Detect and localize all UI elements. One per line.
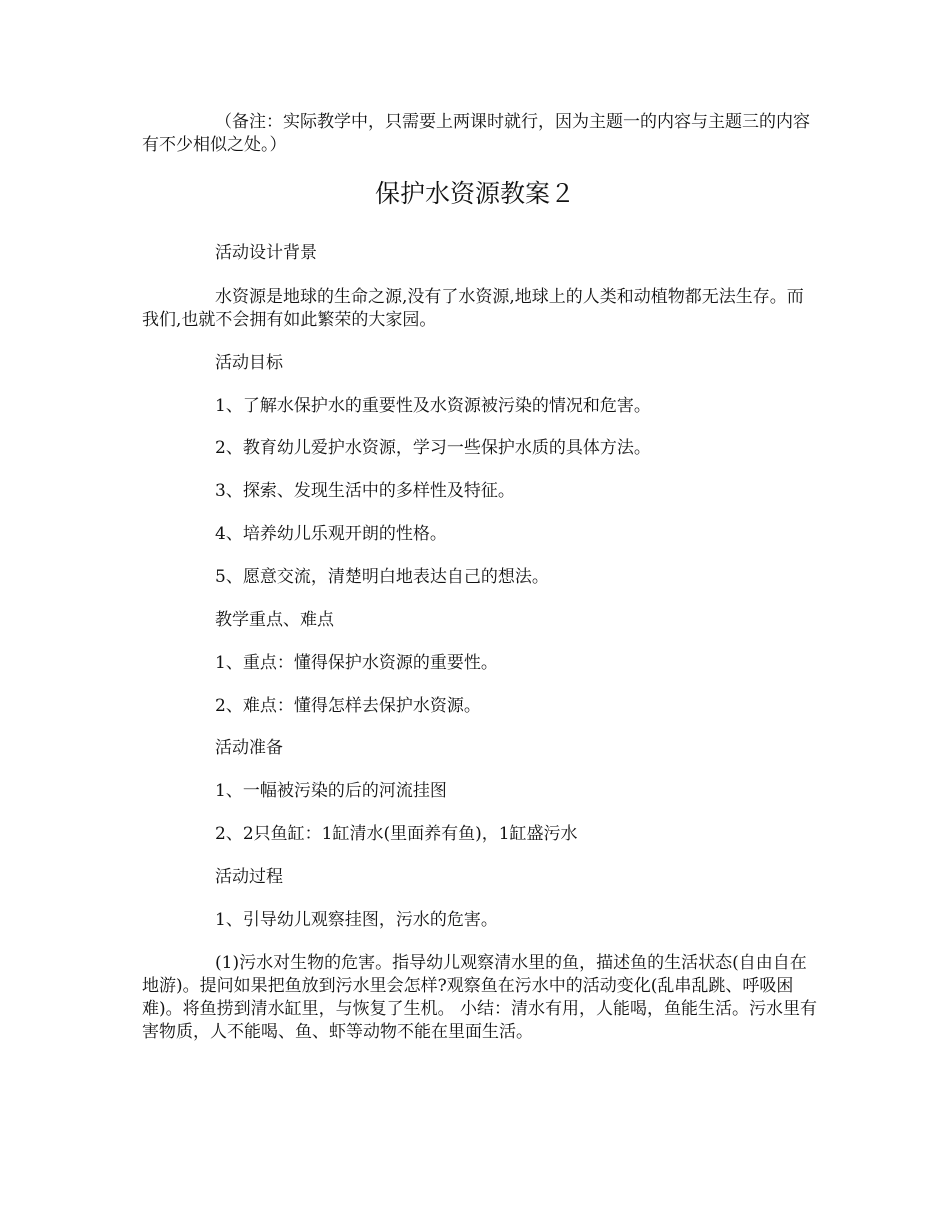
preparation-item-1: 1、一幅被污染的后的河流挂图 (215, 781, 447, 801)
preparation-item-2: 2、2只鱼缸：1缸清水(里面养有鱼)，1缸盛污水 (215, 824, 578, 844)
process-detail-paragraph: (1)污水对生物的危害。指导幼儿观察清水里的鱼，描述鱼的生活状态(自由自在地游)。提问如果把鱼放到污水里会怎样?观察鱼在污水中的活动变化(乱串乱跳、呼吸困难)。将鱼捞到清水缸里，与恢复了生机。 小结：清水有用，人能喝，鱼能生活。污水里有害物质，人不能喝、鱼、虾等动物不能在里面生活。 (142, 953, 818, 1042)
goal-item-2: 2、教育幼儿爱护水资源，学习一些保护水质的具体方法。 (215, 438, 651, 458)
process-item-1: 1、引导幼儿观察挂图，污水的危害。 (215, 910, 498, 930)
section-heading-process: 活动过程 (215, 867, 283, 887)
goal-item-1: 1、了解水保护水的重要性及水资源被污染的情况和危害。 (215, 396, 651, 416)
section-heading-background: 活动设计背景 (215, 243, 317, 263)
key-point-item-1: 1、重点：懂得保护水资源的重要性。 (215, 653, 498, 673)
goal-item-4: 4、培养幼儿乐观开朗的性格。 (215, 524, 447, 544)
section-heading-preparation: 活动准备 (215, 738, 283, 758)
section-heading-goals: 活动目标 (215, 353, 283, 373)
goal-item-3: 3、探索、发现生活中的多样性及特征。 (215, 481, 515, 501)
key-point-item-2: 2、难点：懂得怎样去保护水资源。 (215, 696, 481, 716)
note-paragraph: （备注：实际教学中，只需要上两课时就行，因为主题一的内容与主题三的内容有不少相似之处。） (142, 112, 810, 155)
document-title: 保护水资源教案２ (374, 179, 575, 208)
section-heading-key-points: 教学重点、难点 (215, 610, 334, 630)
background-paragraph: 水资源是地球的生命之源,没有了水资源,地球上的人类和动植物都无法生存。而我们,也就不会拥有如此繁荣的大家园。 (142, 287, 804, 330)
goal-item-5: 5、愿意交流，清楚明白地表达自己的想法。 (215, 567, 549, 587)
